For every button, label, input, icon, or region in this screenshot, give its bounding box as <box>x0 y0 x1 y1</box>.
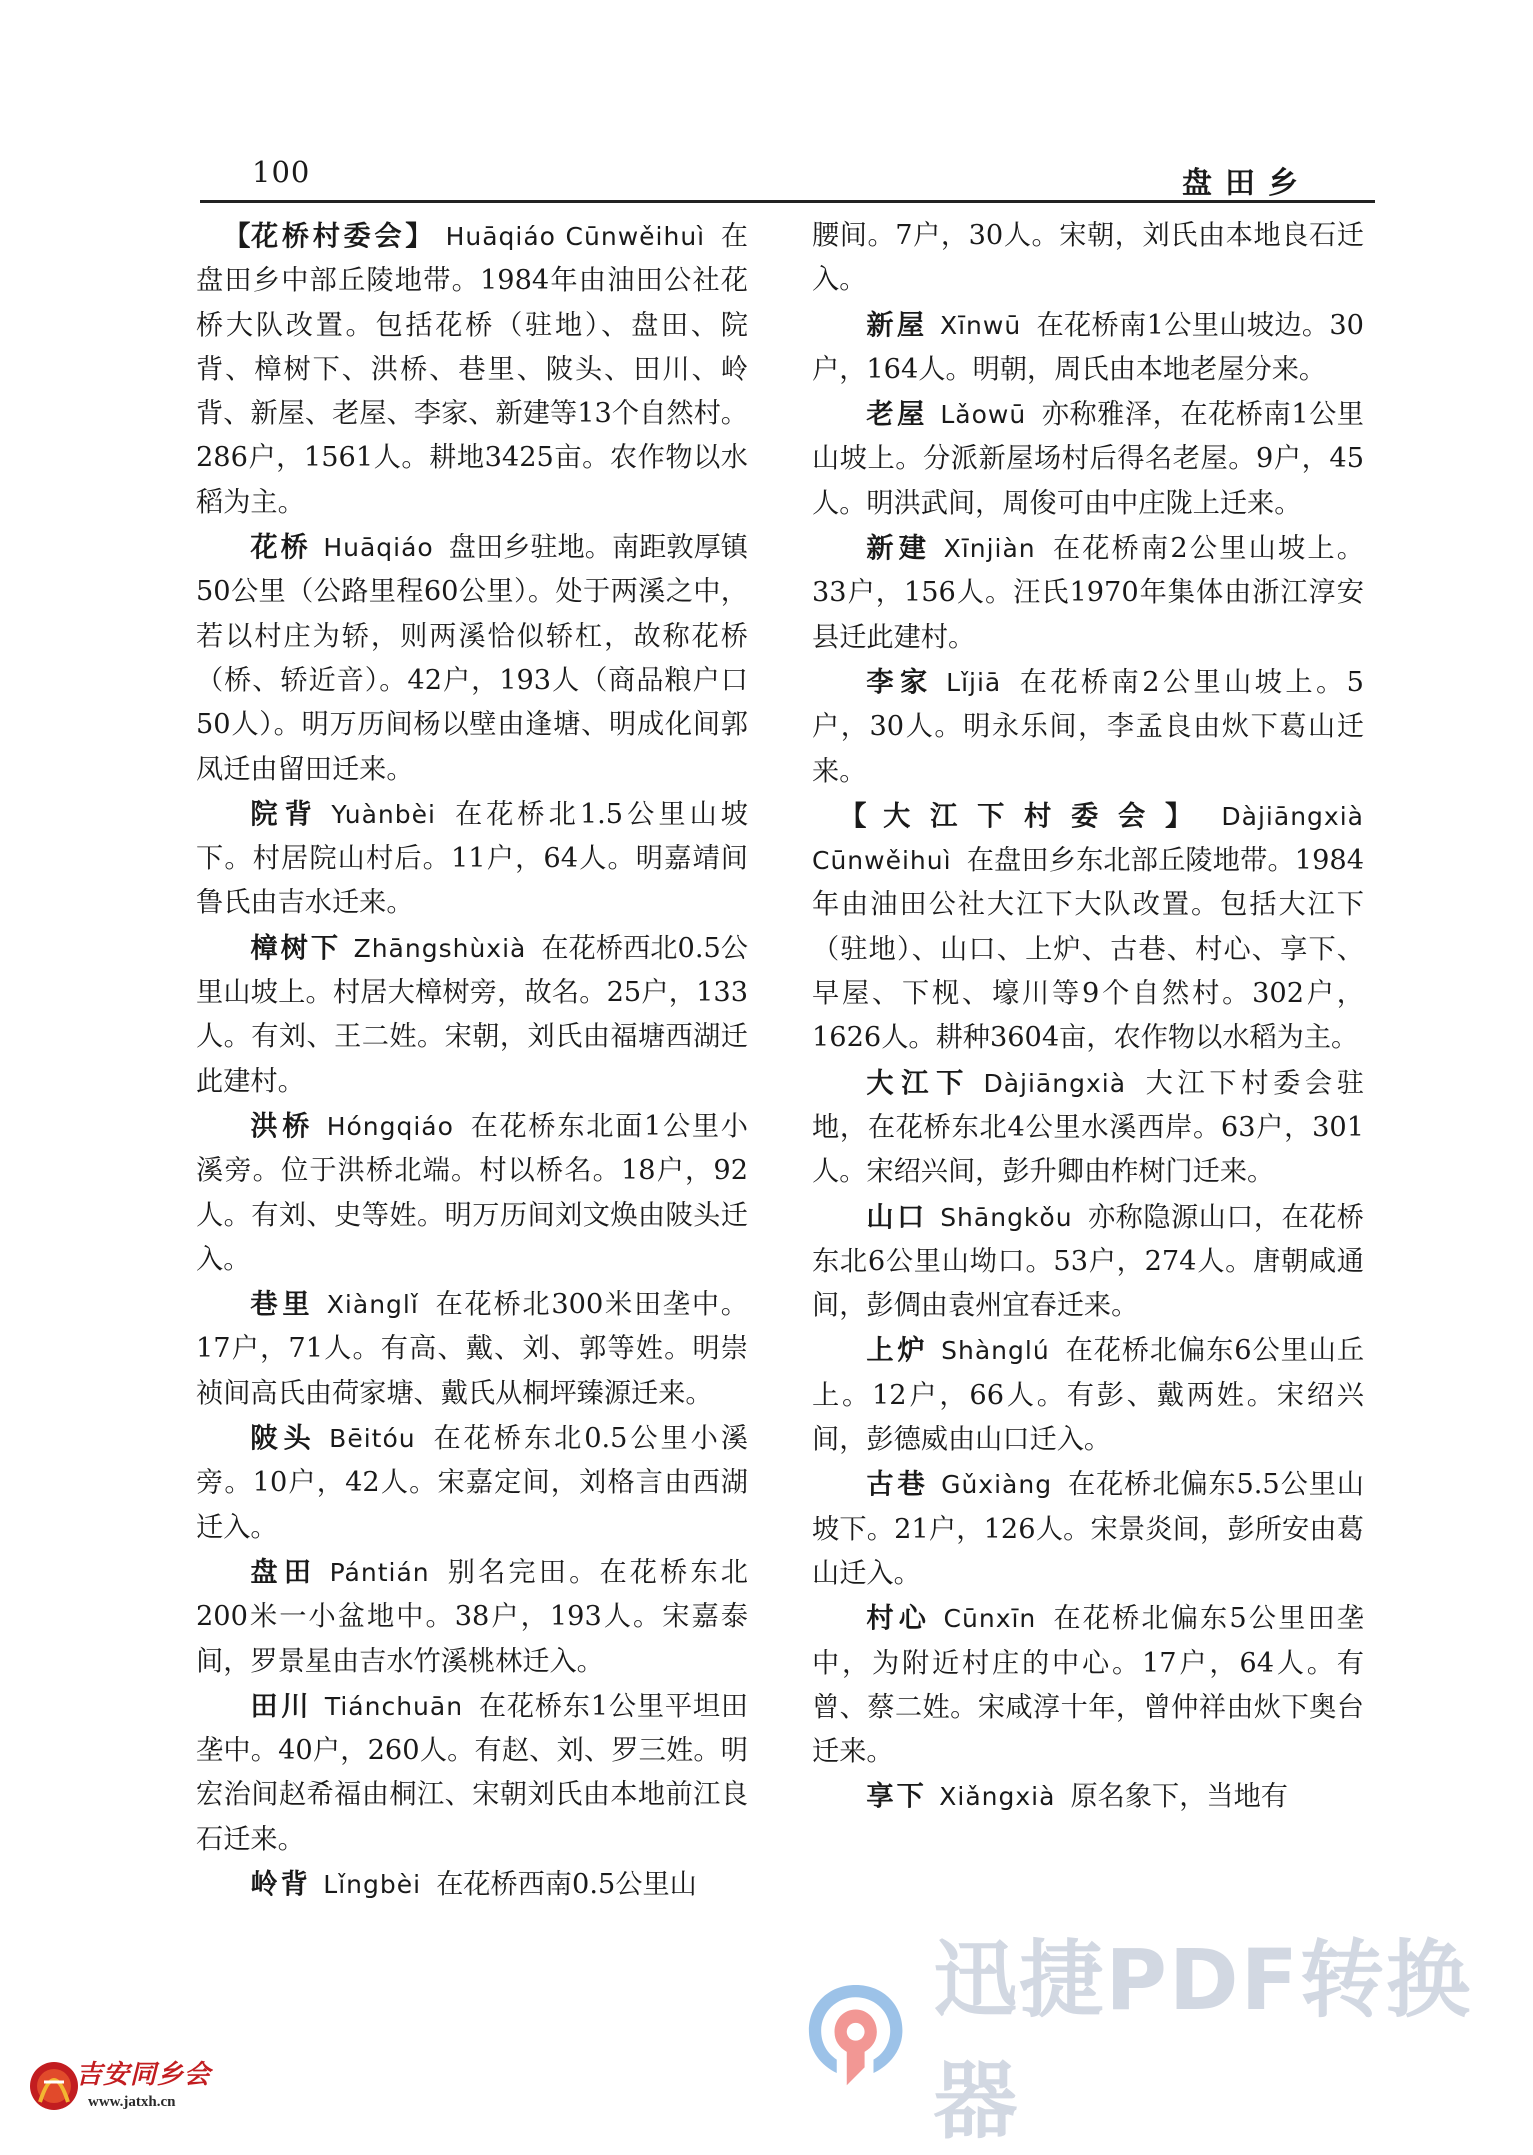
gazetteer-entry <box>812 1061 1364 1195</box>
bracket-open: 【 <box>223 220 252 252</box>
gazetteer-entry <box>812 1195 1364 1329</box>
entry-text: 盘田乡驻地。南距敦厚镇50公里（公路里程60公里）。处于两溪之中，若以村庄为轿，则两溪恰似轿杠，故称花桥（桥、轿近音）。42户，193人（商品粮户口50人）。明万历间杨以壁由逢塘、明成化间郭凤迁由留田迁来。 <box>196 532 748 785</box>
entry-text: 在盘田乡东北部丘陵地带。1984年由油田公社大江下大队改置。包括大江下（驻地）、山口、上炉、古巷、村心、享下、早屋、下枧、壕川等9个自然村。302户，1626人。耕种3604亩，农作物以水稻为主。 <box>812 845 1364 1054</box>
entry-headword: 老屋 <box>866 398 928 431</box>
site-url: www.jatxh.cn <box>88 2094 176 2110</box>
entry-pinyin: Zhāngshùxià <box>353 933 527 963</box>
entry-headword: 巷里 <box>250 1288 315 1321</box>
entry-pinyin: Hóngqiáo <box>326 1111 454 1141</box>
entry-pinyin: Huāqiáo <box>323 533 434 563</box>
entry-pinyin: Pántián <box>329 1557 430 1587</box>
gazetteer-entry <box>812 660 1364 794</box>
entry-pinyin: Yuànbèi <box>331 799 436 829</box>
entry-headword: 上炉 <box>866 1334 929 1367</box>
entry-headword: 院背 <box>250 797 319 830</box>
gazetteer-entry <box>812 303 1364 393</box>
entry-pinyin: Tiánchuān <box>324 1691 464 1721</box>
site-logo[interactable] <box>22 2050 242 2125</box>
entry-pinyin: Xīnwū <box>939 310 1022 340</box>
watermark-text: 迅捷PDF转换器 <box>933 1931 1473 2150</box>
bracket-close: 】 <box>405 220 434 252</box>
committee-entry <box>196 214 748 525</box>
entry-text: 在盘田乡中部丘陵地带。1984年由油田公社花桥大队改置。包括花桥（驻地）、盘田、院背、樟树下、洪桥、巷里、陂头、田川、岭背、新屋、老屋、李家、新建等13个自然村。286户，1561人。耕地3425亩。农作物以水稻为主。 <box>196 221 748 518</box>
entry-pinyin: Cūnxīn <box>943 1604 1037 1634</box>
entry-pinyin: Gǔxiàng <box>941 1470 1053 1500</box>
entry-headword: 大江下村委会 <box>883 799 1165 832</box>
gazetteer-entry <box>196 1550 748 1684</box>
entry-text: 在花桥东北0.5公里小溪旁。10户，42人。宋嘉定间，刘格言由西湖迁入。 <box>196 1423 748 1543</box>
entry-text: 在花桥西南0.5公里山 <box>436 1868 697 1900</box>
entry-pinyin: Lǎowū <box>940 400 1027 430</box>
bracket-close: 】 <box>1164 799 1209 832</box>
entry-text: 在花桥北偏东5.5公里山坡下。21户，126人。宋景炎间，彭所安由葛山迁入。 <box>812 1469 1364 1589</box>
entry-pinyin: Dàjiāngxià <box>983 1068 1127 1098</box>
entry-text: 亦称雅泽，在花桥南1公里山坡上。分派新屋场村后得名老屋。9户，45人。明洪武间，周俊可由中庄陇上迁来。 <box>812 399 1364 519</box>
gazetteer-entry <box>812 526 1364 660</box>
entry-headword: 古巷 <box>866 1468 929 1501</box>
entry-headword: 李家 <box>866 665 934 698</box>
entry-headword: 享下 <box>866 1780 927 1813</box>
entry-headword: 大江下 <box>866 1066 971 1099</box>
entry-headword: 花桥村委会 <box>251 220 406 252</box>
watermark <box>800 1931 1533 2150</box>
entry-text: 在花桥东北面1公里小溪旁。位于洪桥北端。村以桥名。18户，92人。有刘、史等姓。明万历间刘文焕由陂头迁入。 <box>196 1110 748 1275</box>
gazetteer-entry <box>812 392 1364 526</box>
entry-headword: 村心 <box>866 1602 932 1635</box>
entry-pinyin: Xiànglǐ <box>326 1290 419 1320</box>
gazetteer-entry <box>812 1774 1364 1819</box>
entry-pinyin: Shànglú <box>941 1336 1050 1366</box>
entry-headword: 新屋 <box>866 308 928 341</box>
entry-text: 腰间。7户，30人。宋朝，刘氏由本地良石迁入。 <box>812 220 1364 296</box>
entry-text: 在花桥北300米田垄中。17户，71人。有高、戴、刘、郭等姓。明崇祯间高氏由荷家塘、戴氏从桐坪臻源迁来。 <box>196 1289 748 1409</box>
entry-text: 在花桥北偏东5公里田垄中，为附近村庄的中心。17户，64人。有曾、蔡二姓。宋咸淳十年，曾仲祥由炏下奥台迁来。 <box>812 1603 1364 1768</box>
gazetteer-entry <box>196 1416 748 1550</box>
entry-text: 别名完田。在花桥东北200米一小盆地中。38户，193人。宋嘉泰间，罗景星由吉水竹溪桃林迁入。 <box>196 1556 748 1677</box>
entry-text: 原名象下，当地有 <box>1070 1781 1288 1813</box>
gazetteer-entry <box>812 1462 1364 1596</box>
site-name: 吉安同乡会 <box>76 2060 212 2090</box>
entry-text: 在花桥南2公里山坡上。5户，30人。明永乐间，李孟良由炏下葛山迁来。 <box>812 666 1364 787</box>
entry-pinyin: Lǐngbèi <box>323 1869 422 1899</box>
entry-pinyin: Lǐjiā <box>946 667 1002 697</box>
entry-headword: 陂头 <box>250 1422 317 1455</box>
entry-text: 在花桥南2公里山坡上。33户，156人。汪氏1970年集体由浙江淳安县迁此建村。 <box>812 533 1364 653</box>
entry-pinyin: Dàjiāngxià Cūnwěihuì <box>812 801 1364 876</box>
gazetteer-entry <box>812 1596 1364 1774</box>
entry-text: 亦称隐源山口，在花桥东北6公里山坳口。53户，274人。唐朝咸通间，彭倜由袁州宜春迁来。 <box>812 1201 1364 1322</box>
xunjie-pdf-logo-icon <box>800 1976 911 2092</box>
gazetteer-entry <box>196 1104 748 1282</box>
entry-headword: 樟树下 <box>250 931 342 964</box>
gazetteer-entry <box>196 1684 748 1862</box>
gazetteer-entry <box>196 1282 748 1416</box>
gazetteer-entry <box>812 1328 1364 1462</box>
entry-pinyin: Xīnjiàn <box>943 534 1036 564</box>
gazetteer-entry <box>196 792 748 926</box>
entry-headword: 岭背 <box>250 1867 311 1900</box>
entry-headword: 田川 <box>250 1689 313 1722</box>
header-rule <box>200 200 1375 203</box>
running-head: 盘田乡 <box>1182 166 1311 201</box>
gazetteer-entry <box>196 1862 748 1907</box>
entry-pinyin: Bēitóu <box>329 1424 416 1454</box>
gazetteer-entry <box>196 525 748 792</box>
left-column <box>196 214 748 1907</box>
entry-pinyin: Xiǎngxià <box>939 1782 1056 1812</box>
committee-entry <box>812 794 1364 1061</box>
entry-headword: 洪桥 <box>250 1109 315 1142</box>
page-number: 100 <box>252 155 311 189</box>
entry-continuation <box>812 214 1364 303</box>
entry-headword: 山口 <box>866 1200 928 1233</box>
entry-text: 在花桥西北0.5公里山坡上。村居大樟树旁，故名。25户，133人。有刘、王二姓。宋朝，刘氏由福塘西湖迁此建村。 <box>196 932 748 1097</box>
bracket-open: 【 <box>839 799 884 832</box>
entry-headword: 新建 <box>866 532 932 565</box>
entry-text: 在花桥东1公里平坦田垄中。40户，260人。有赵、刘、罗三姓。明宏治间赵希福由桐江、宋朝刘氏由本地前江良石迁来。 <box>196 1690 748 1855</box>
entry-text: 在花桥北偏东6公里山丘上。12户，66人。有彭、戴两姓。宋绍兴间，彭德威由山口迁入。 <box>812 1335 1364 1456</box>
entry-text: 在花桥南1公里山坡边。30户，164人。明朝，周氏由本地老屋分来。 <box>812 309 1364 385</box>
right-column <box>812 214 1364 1820</box>
entry-text: 在花桥北1.5公里山坡下。村居院山村后。11户，64人。明嘉靖间鲁氏由吉水迁来。 <box>196 798 748 919</box>
entry-headword: 花桥 <box>250 531 311 564</box>
entry-pinyin: Shāngkǒu <box>940 1202 1073 1232</box>
entry-pinyin: Huāqiáo Cūnwěihuì <box>445 222 706 251</box>
gazetteer-entry <box>196 926 748 1104</box>
entry-text: 大江下村委会驻地，在花桥东北4公里水溪西岸。63户，301人。宋绍兴间，彭升卿由柞树门迁来。 <box>812 1067 1364 1188</box>
entry-headword: 盘田 <box>250 1555 318 1588</box>
